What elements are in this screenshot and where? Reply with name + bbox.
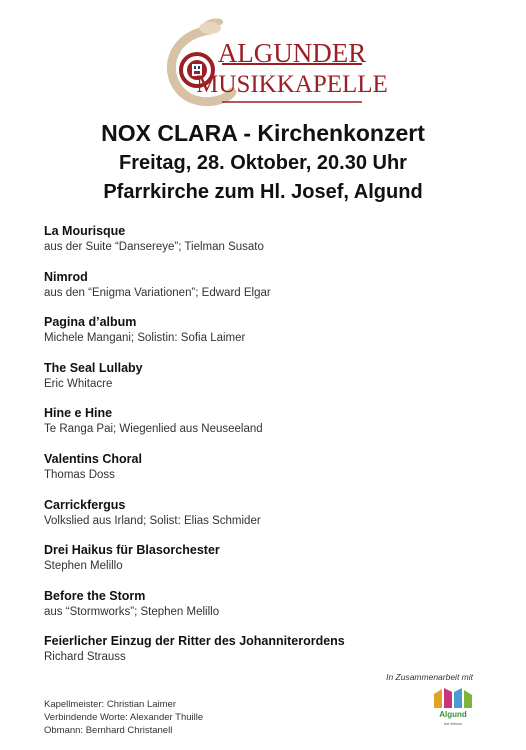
- piece-detail: Michele Mangani; Solistin: Sofia Laimer: [44, 332, 246, 345]
- concert-title: NOX CLARA - Kirchenkonzert: [101, 120, 425, 146]
- algund-partner-logo: [432, 686, 474, 736]
- piece-title: The Seal Lullaby: [44, 360, 143, 375]
- piece-title: Nimrod: [44, 269, 88, 284]
- concert-header: [0, 118, 526, 207]
- piece-title: Carrickfergus: [44, 497, 126, 512]
- program-item: [44, 588, 504, 634]
- credit-line: Verbindende Worte: Alexander Thuille: [44, 712, 204, 723]
- logo-line-2: MUSIKKAPELLE: [196, 71, 388, 98]
- piece-detail: Thomas Doss: [44, 468, 115, 481]
- credit-line: Kapellmeister: Christian Laimer: [44, 699, 176, 710]
- piece-detail: Te Ranga Pai; Wiegenlied aus Neuseeland: [44, 423, 263, 436]
- piece-detail: aus den “Enigma Variationen”; Edward Elgar: [44, 286, 271, 299]
- piece-detail: Stephen Melillo: [44, 560, 123, 573]
- piece-detail: Volkslied aus Irland; Solist: Elias Schmider: [44, 514, 261, 527]
- program-item: [44, 223, 504, 269]
- piece-title: Hine e Hine: [44, 406, 113, 421]
- program-item: [44, 542, 504, 588]
- piece-title: Feierlicher Einzug der Ritter des Johanniterordens: [44, 634, 345, 649]
- program-item: [44, 314, 504, 360]
- program-item: [44, 269, 504, 315]
- partner-subtitle: bei Meran: [444, 721, 462, 726]
- piece-title: Before the Storm: [44, 588, 146, 603]
- program-item: [44, 451, 504, 497]
- piece-title: Drei Haikus für Blasorchester: [44, 543, 220, 558]
- piece-detail: Richard Strauss: [44, 651, 126, 664]
- program-item: [44, 360, 504, 406]
- partner-name: Algund: [439, 710, 467, 719]
- program-list: [44, 223, 504, 679]
- logo-line-1: ALGUNDER: [217, 38, 367, 68]
- credit-line: Obmann: Bernhard Christanell: [44, 725, 173, 736]
- program-item: [44, 405, 504, 451]
- piece-detail: aus “Stormworks”; Stephen Melillo: [44, 605, 220, 618]
- credits: [44, 698, 203, 737]
- piece-detail: aus der Suite “Dansereye”; Tielman Susato: [44, 241, 264, 253]
- program-item: [44, 497, 504, 543]
- concert-venue: Pfarrkirche zum Hl. Josef, Algund: [103, 181, 423, 203]
- piece-title: La Mourisque: [44, 224, 126, 238]
- algund-logo-icon: [432, 686, 474, 710]
- algunder-musikkapelle-logo: [0, 0, 526, 110]
- piece-title: Pagina d’album: [44, 315, 137, 330]
- piece-detail: Eric Whitacre: [44, 377, 113, 390]
- collaboration-note: In Zusammenarbeit mit: [386, 672, 473, 682]
- concert-date: Freitag, 28. Oktober, 20.30 Uhr: [119, 152, 407, 174]
- piece-title: Valentins Choral: [44, 451, 142, 466]
